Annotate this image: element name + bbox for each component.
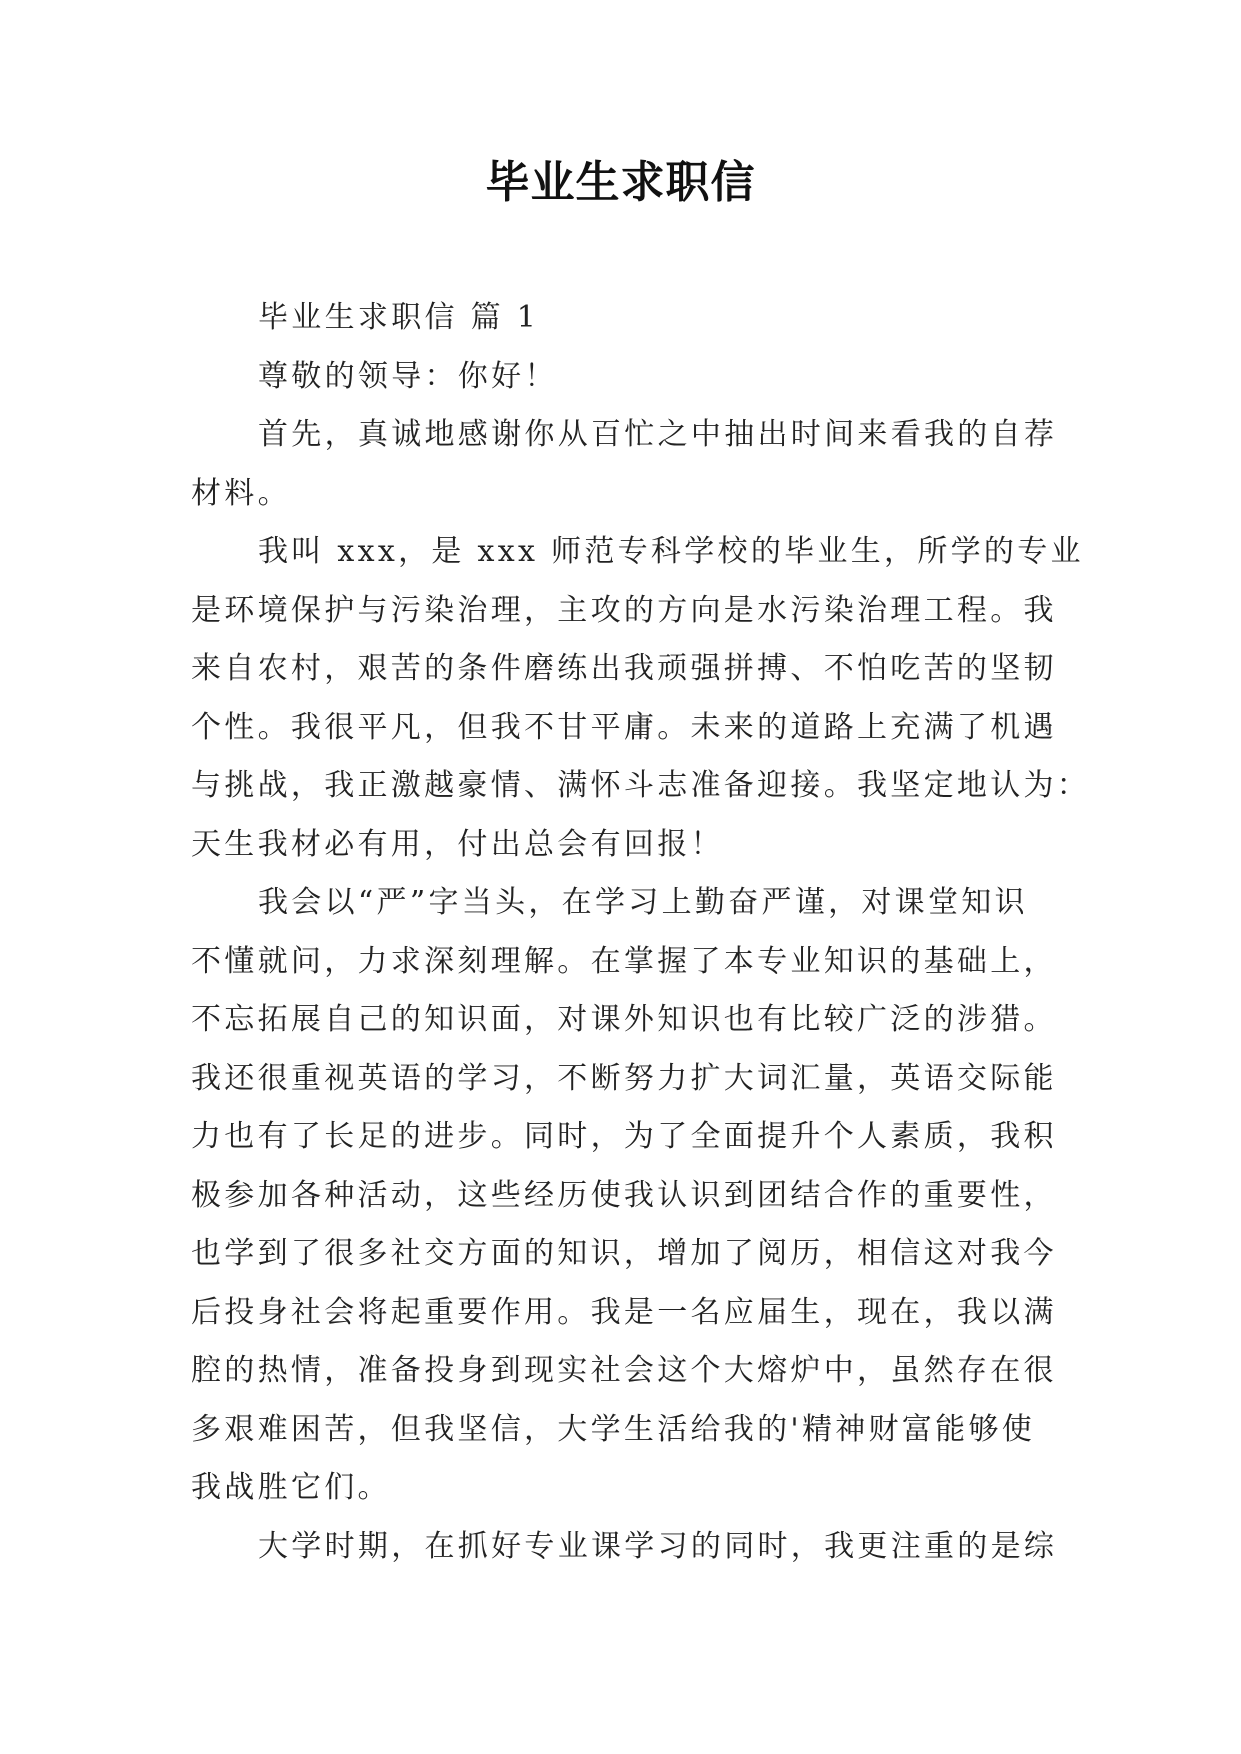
paragraph bbox=[191, 874, 1191, 1518]
paragraph bbox=[191, 406, 1191, 523]
paragraph-line: 与挑战，我正激越豪情、满怀斗志准备迎接。我坚定地认为： bbox=[191, 768, 1091, 803]
paragraph bbox=[191, 1518, 1191, 1577]
document-body bbox=[191, 289, 1191, 1576]
paragraph-line: 腔的热情，准备投身到现实社会这个大熔炉中，虽然存在很 bbox=[191, 1353, 1057, 1388]
paragraph-line: 天生我材必有用，付出总会有回报！ bbox=[191, 826, 724, 862]
paragraph-line: 极参加各种活动，这些经历使我认识到团结合作的重要性， bbox=[191, 1177, 1057, 1213]
paragraph-line: 材料。 bbox=[191, 475, 291, 511]
paragraph-line: 我会以“严”字当头，在学习上勤奋严谨，对课堂知识 bbox=[258, 885, 1028, 920]
paragraph-line: 我叫 xxx，是 xxx 师范专科学校的毕业生，所学的专业 bbox=[258, 534, 1084, 569]
paragraph-line: 我还很重视英语的学习，不断努力扩大词汇量，英语交际能 bbox=[191, 1060, 1057, 1096]
paragraph bbox=[191, 523, 1191, 874]
paragraph-line: 个性。我很平凡，但我不甘平庸。未来的道路上充满了机遇 bbox=[191, 709, 1057, 745]
paragraph-line: 多艰难困苦，但我坚信，大学生活给我的'精神财富能够使 bbox=[191, 1411, 1036, 1447]
paragraph-line: 力也有了长足的进步。同时，为了全面提升个人素质，我积 bbox=[191, 1119, 1057, 1154]
paragraph-line: 也学到了很多社交方面的知识，增加了阅历，相信这对我今 bbox=[191, 1236, 1057, 1271]
paragraph-line: 不懂就问，力求深刻理解。在掌握了本专业知识的基础上， bbox=[191, 943, 1057, 979]
salutation: 尊敬的领导：你好！ bbox=[258, 358, 558, 394]
paragraph-line: 是环境保护与污染治理，主攻的方向是水污染治理工程。我 bbox=[191, 592, 1057, 628]
paragraph-line: 不忘拓展自己的知识面，对课外知识也有比较广泛的涉猎。 bbox=[191, 1002, 1057, 1037]
paragraph-line: 首先，真诚地感谢你从百忙之中抽出时间来看我的自荐 bbox=[258, 417, 1058, 452]
paragraph-line: 来自农村，艰苦的条件磨练出我顽强拼搏、不怕吃苦的坚韧 bbox=[191, 651, 1057, 686]
paragraph-line: 大学时期，在抓好专业课学习的同时，我更注重的是综 bbox=[258, 1528, 1058, 1564]
section-heading: 毕业生求职信 篇 1 bbox=[258, 300, 540, 335]
paragraph-line: 后投身社会将起重要作用。我是一名应届生，现在，我以满 bbox=[191, 1294, 1057, 1330]
paragraph-line: 我战胜它们。 bbox=[191, 1470, 391, 1505]
document-title: 毕业生求职信 bbox=[485, 157, 756, 208]
